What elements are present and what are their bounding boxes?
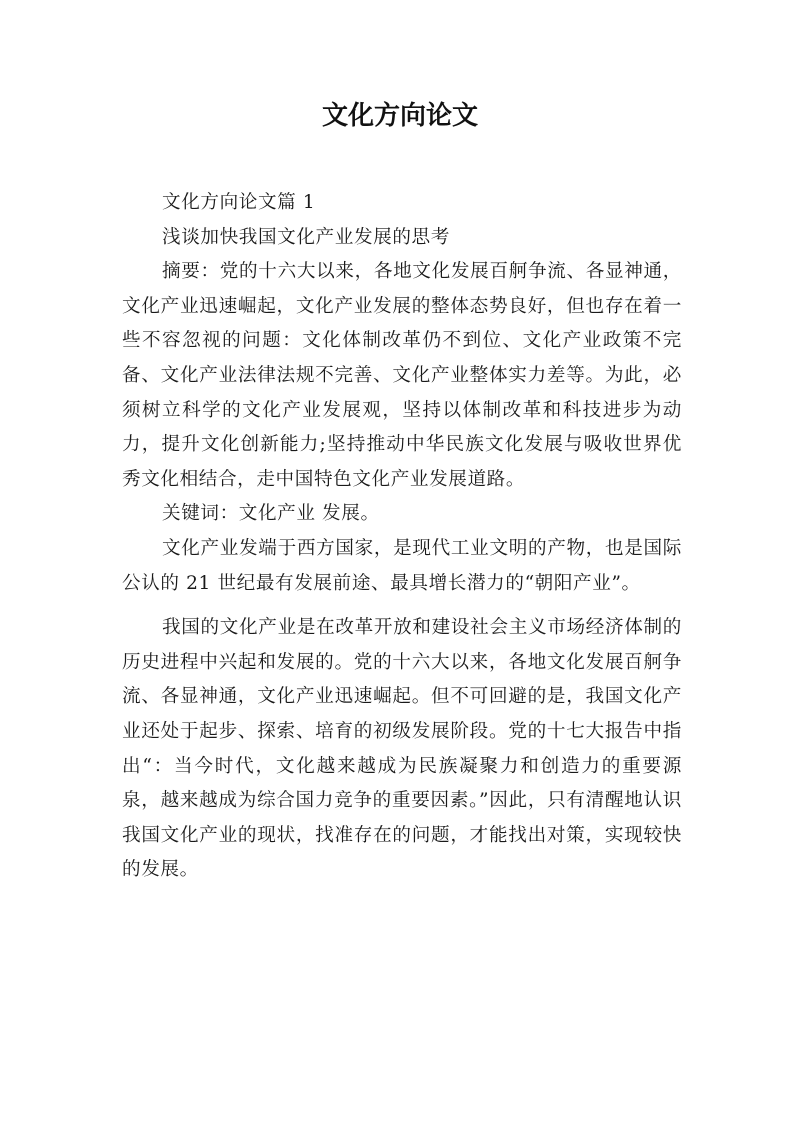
abstract-paragraph: 摘要：党的十六大以来，各地文化发展百舸争流、各显神通，文化产业迅速崛起，文化产业发展的整体态势良好，但也存在着一些不容忽视的问题：文化体制改革仍不到位、文化产业政策不完备、文化产业法律法规不完善、文化产业整体实力差等。为此，必须树立科学的文化产业发展观，坚持以体制改革和科技进步为动力，提升文化创新能力;坚持推动中华民族文化发展与吸收世界优秀文化相结合，走中国特色文化产业发展道路。 xyxy=(122,261,682,490)
body-paragraph-2: 我国的文化产业是在改革开放和建设社会主义市场经济体制的历史进程中兴起和发展的。党的十六大以来，各地文化发展百舸争流、各显神通，文化产业迅速崛起。但不可回避的是，我国文化产业还处于起步、探索、培育的初级发展阶段。党的十七大报告中指出“：当今时代，文化越来越成为民族凝聚力和创造力的重要源泉，越来越成为综合国力竞争的重要因素。”因此，只有清醒地认识我国文化产业的现状，找准存在的问题，才能找出对策，实现较快的发展。 xyxy=(122,617,682,881)
section-heading: 文化方向论文篇 1 xyxy=(162,192,316,213)
document-body xyxy=(122,186,682,888)
document-title: 文化方向论文 xyxy=(321,101,478,131)
keywords-paragraph: 关键词：文化产业 发展。 xyxy=(162,503,380,525)
article-title: 浅谈加快我国文化产业发展的思考 xyxy=(162,226,450,248)
body-paragraph-1: 文化产业发端于西方国家，是现代工业文明的产物，也是国际公认的 21 世纪最有发展前途、最具增长潜力的“朝阳产业”。 xyxy=(122,537,682,594)
